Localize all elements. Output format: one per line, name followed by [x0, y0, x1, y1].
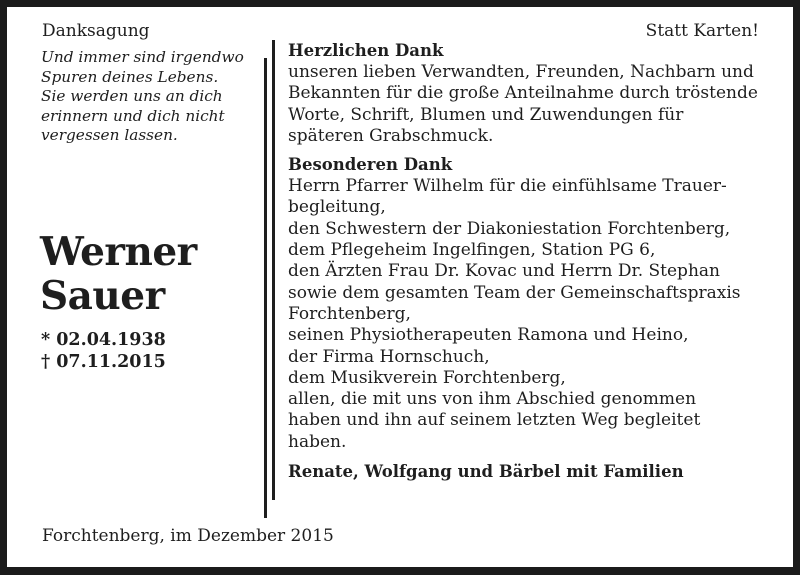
- body-line: Bekannten für die große Anteilnahme durch tröstende: [288, 83, 758, 104]
- section-besonderen-dank: [288, 154, 788, 453]
- body-line: haben.: [288, 431, 347, 452]
- death-date: † 07.11.2015: [41, 352, 166, 372]
- body-line: den Schwestern der Diakoniestation Forchtenberg,: [288, 218, 731, 239]
- body-line: allen, die mit uns von ihm Abschied genommen: [288, 389, 697, 410]
- thanks-column: [288, 40, 788, 483]
- last-name: Sauer: [40, 273, 165, 319]
- header-danksagung: Danksagung: [42, 21, 150, 41]
- poem-line: Sie werden uns an dich: [41, 87, 223, 106]
- body-line: unseren lieben Verwandten, Freunden, Nachbarn und: [288, 62, 754, 82]
- body-line: dem Musikverein Forchtenberg,: [288, 367, 566, 388]
- divider-line-left: [264, 58, 267, 518]
- section-heading: Besonderen Dank: [288, 155, 453, 175]
- header-statt-karten: Statt Karten!: [645, 21, 759, 41]
- section-herzlichen-dank: [288, 40, 788, 147]
- first-name: Werner: [40, 229, 197, 275]
- body-line: haben und ihn auf seinem letzten Weg begleitet: [288, 410, 701, 431]
- body-line: begleitung,: [288, 197, 386, 218]
- deceased-name: [40, 230, 197, 318]
- section-heading: Herzlichen Dank: [288, 41, 444, 60]
- memorial-poem: [41, 48, 244, 146]
- poem-line: Und immer sind irgendwo: [41, 48, 244, 66]
- body-line: seinen Physiotherapeuten Ramona und Heino,: [288, 325, 689, 346]
- body-line: dem Pflegeheim Ingelfingen, Station PG 6,: [288, 240, 656, 261]
- divider-line-right: [272, 40, 275, 500]
- body-line: späteren Grabschmuck.: [288, 125, 494, 146]
- poem-line: Spuren deines Lebens.: [41, 67, 219, 86]
- birth-date: * 02.04.1938: [41, 330, 166, 350]
- footer-place-date: Forchtenberg, im Dezember 2015: [42, 526, 334, 546]
- body-line: Herrn Pfarrer Wilhelm für die einfühlsame Trauer-: [288, 176, 727, 197]
- body-line: Forchtenberg,: [288, 303, 411, 324]
- life-dates: [41, 329, 166, 373]
- body-line: der Firma Hornschuch,: [288, 346, 490, 367]
- poem-line: vergessen lassen.: [41, 126, 178, 145]
- body-line: Worte, Schrift, Blumen und Zuwendungen für: [288, 104, 684, 125]
- section-body: [288, 62, 788, 147]
- body-line: sowie dem gesamten Team der Gemeinschaftspraxis: [288, 282, 741, 303]
- signature: Renate, Wolfgang und Bärbel mit Familien: [288, 462, 684, 482]
- section-body: [288, 176, 788, 453]
- body-line: den Ärzten Frau Dr. Kovac und Herrn Dr. Stephan: [288, 261, 720, 282]
- poem-line: erinnern und dich nicht: [41, 106, 225, 125]
- obituary-card: [7, 7, 793, 567]
